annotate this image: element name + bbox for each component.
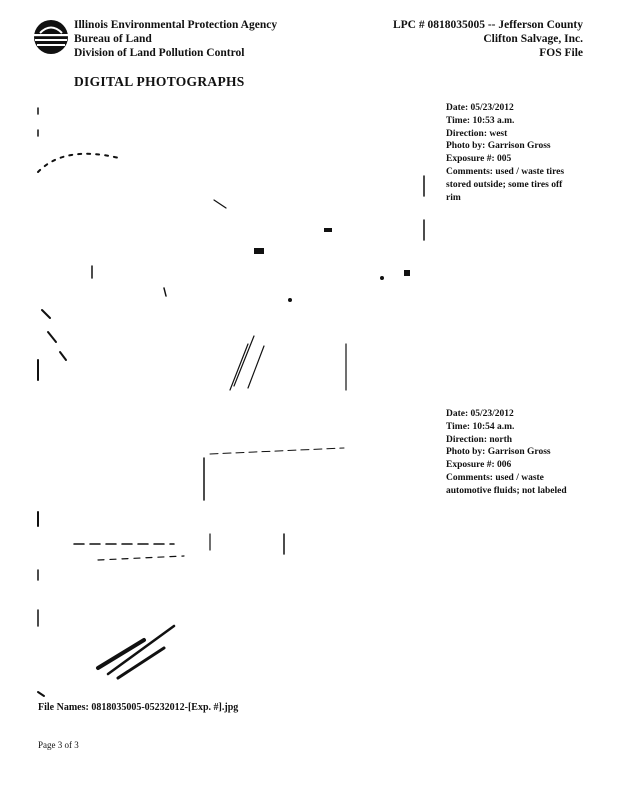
photo-2-image bbox=[34, 404, 434, 700]
photo-1-exposure: Exposure #: 005 bbox=[446, 154, 512, 165]
photo-2-details bbox=[446, 408, 576, 498]
photo-2-comments: Comments: used / waste automotive fluids; not labeled bbox=[446, 472, 567, 496]
lpc-number: LPC # 0818035005 -- Jefferson County bbox=[392, 19, 583, 31]
photo-1-date: Date: 05/23/2012 bbox=[446, 103, 514, 113]
photo-1-direction: Direction: west bbox=[446, 128, 508, 139]
photo-2-direction: Direction: north bbox=[446, 434, 513, 445]
photo-1-image bbox=[34, 100, 434, 400]
file-names: File Names: 0818035005-05232012-[Exp. #].jpg bbox=[38, 702, 239, 713]
agency-logo-icon bbox=[32, 18, 70, 56]
photo-2-exposure: Exposure #: 006 bbox=[446, 460, 512, 471]
photo-1-details bbox=[446, 102, 576, 204]
page-number: Page 3 of 3 bbox=[38, 740, 79, 750]
photo-2-date: Date: 05/23/2012 bbox=[446, 409, 514, 419]
photo-1-comments: Comments: used / waste tires stored outside; some tires off rim bbox=[446, 166, 565, 203]
header-agency-block bbox=[74, 18, 277, 60]
header-site-block bbox=[393, 18, 583, 60]
photo-2-photographer: Photo by: Garrison Gross bbox=[446, 447, 551, 458]
bureau-name: Bureau of Land bbox=[74, 33, 152, 45]
site-name: Clifton Salvage, Inc. bbox=[483, 33, 583, 45]
file-type: FOS File bbox=[539, 47, 583, 59]
agency-name: Illinois Environmental Protection Agency bbox=[74, 19, 278, 31]
page-title: DIGITAL PHOTOGRAPHS bbox=[74, 74, 245, 89]
photo-2-time: Time: 10:54 a.m. bbox=[446, 421, 515, 432]
photo-1-photographer: Photo by: Garrison Gross bbox=[446, 141, 551, 152]
photo-1-time: Time: 10:53 a.m. bbox=[446, 115, 515, 126]
division-name: Division of Land Pollution Control bbox=[74, 47, 245, 59]
